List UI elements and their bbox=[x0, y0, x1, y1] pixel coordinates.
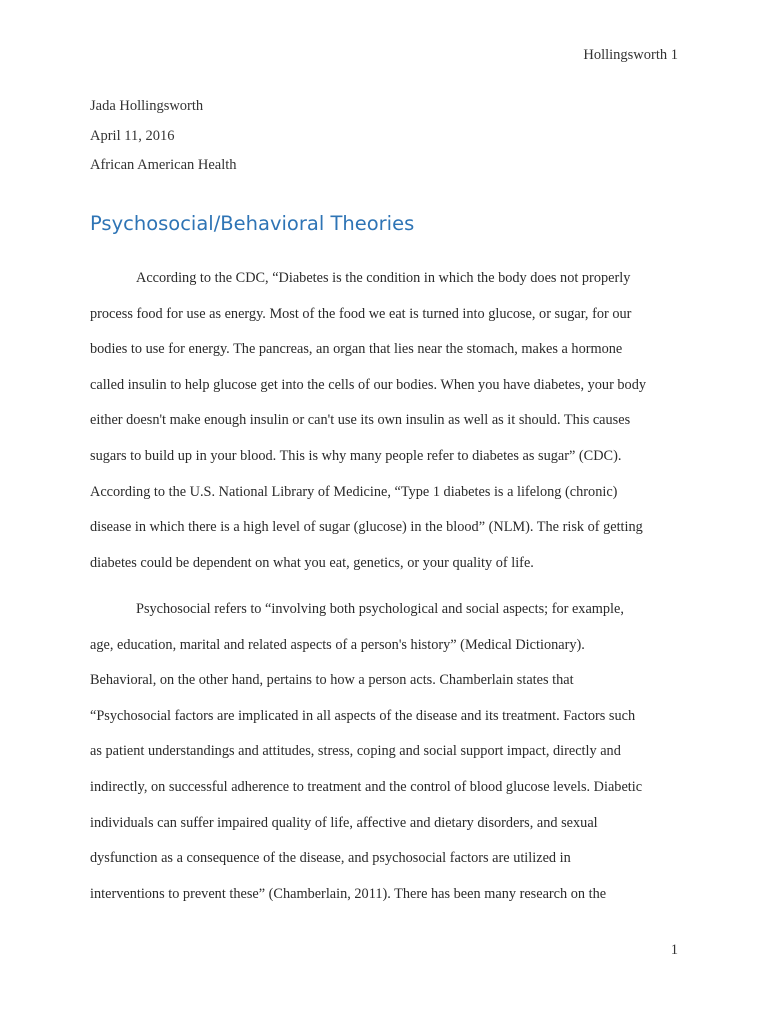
text-line: individuals can suffer impaired quality of life, affective and dietary disorders, and sexual bbox=[90, 814, 598, 831]
text-line: Behavioral, on the other hand, pertains to how a person acts. Chamberlain states that bbox=[90, 672, 574, 689]
paragraph-1 bbox=[90, 261, 680, 581]
text-line: disease in which there is a high level of sugar (glucose) in the blood” (NLM). The risk of getting bbox=[90, 519, 643, 536]
text-line: indirectly, on successful adherence to treatment and the control of blood glucose levels. Diabetic bbox=[90, 778, 643, 795]
course-name: African American Health bbox=[90, 157, 237, 173]
heading-block bbox=[90, 92, 237, 181]
text-line: age, education, marital and related aspects of a person's history” (Medical Dictionary). bbox=[90, 636, 585, 653]
text-line: either doesn't make enough insulin or can't use its own insulin as well as it should. This causes bbox=[90, 412, 631, 429]
text-line: According to the CDC, “Diabetes is the condition in which the body does not properly bbox=[136, 270, 631, 286]
page-number: 1 bbox=[670, 942, 678, 958]
running-head: Hollingsworth 1 bbox=[583, 47, 678, 63]
text-line: interventions to prevent these” (Chamberlain, 2011). There has been many research on the bbox=[90, 885, 607, 902]
text-line: bodies to use for energy. The pancreas, an organ that lies near the stomach, makes a hormone bbox=[90, 341, 623, 358]
text-line: called insulin to help glucose get into the cells of our bodies. When you have diabetes, your body bbox=[90, 376, 646, 393]
text-line: as patient understandings and attitudes, stress, coping and social support impact, directly and bbox=[90, 743, 621, 760]
text-line: “Psychosocial factors are implicated in all aspects of the disease and its treatment. Factors such bbox=[90, 707, 636, 724]
text-line: dysfunction as a consequence of the disease, and psychosocial factors are utilized in bbox=[90, 850, 571, 867]
text-line: sugars to build up in your blood. This is why many people refer to diabetes as sugar” (CDC). bbox=[90, 447, 622, 464]
text-line: process food for use as energy. Most of the food we eat is turned into glucose, or sugar, for our bbox=[90, 305, 632, 322]
author-name: Jada Hollingsworth bbox=[90, 98, 204, 114]
date: April 11, 2016 bbox=[90, 127, 175, 144]
text-line: diabetes could be dependent on what you eat, genetics, or your quality of life. bbox=[90, 554, 534, 571]
paragraph-2 bbox=[90, 592, 680, 912]
page-title: Psychosocial/Behavioral Theories bbox=[90, 212, 415, 235]
text-line: Psychosocial refers to “involving both psychological and social aspects; for example, bbox=[136, 601, 624, 617]
text-line: According to the U.S. National Library of Medicine, “Type 1 diabetes is a lifelong (chronic) bbox=[90, 483, 618, 500]
